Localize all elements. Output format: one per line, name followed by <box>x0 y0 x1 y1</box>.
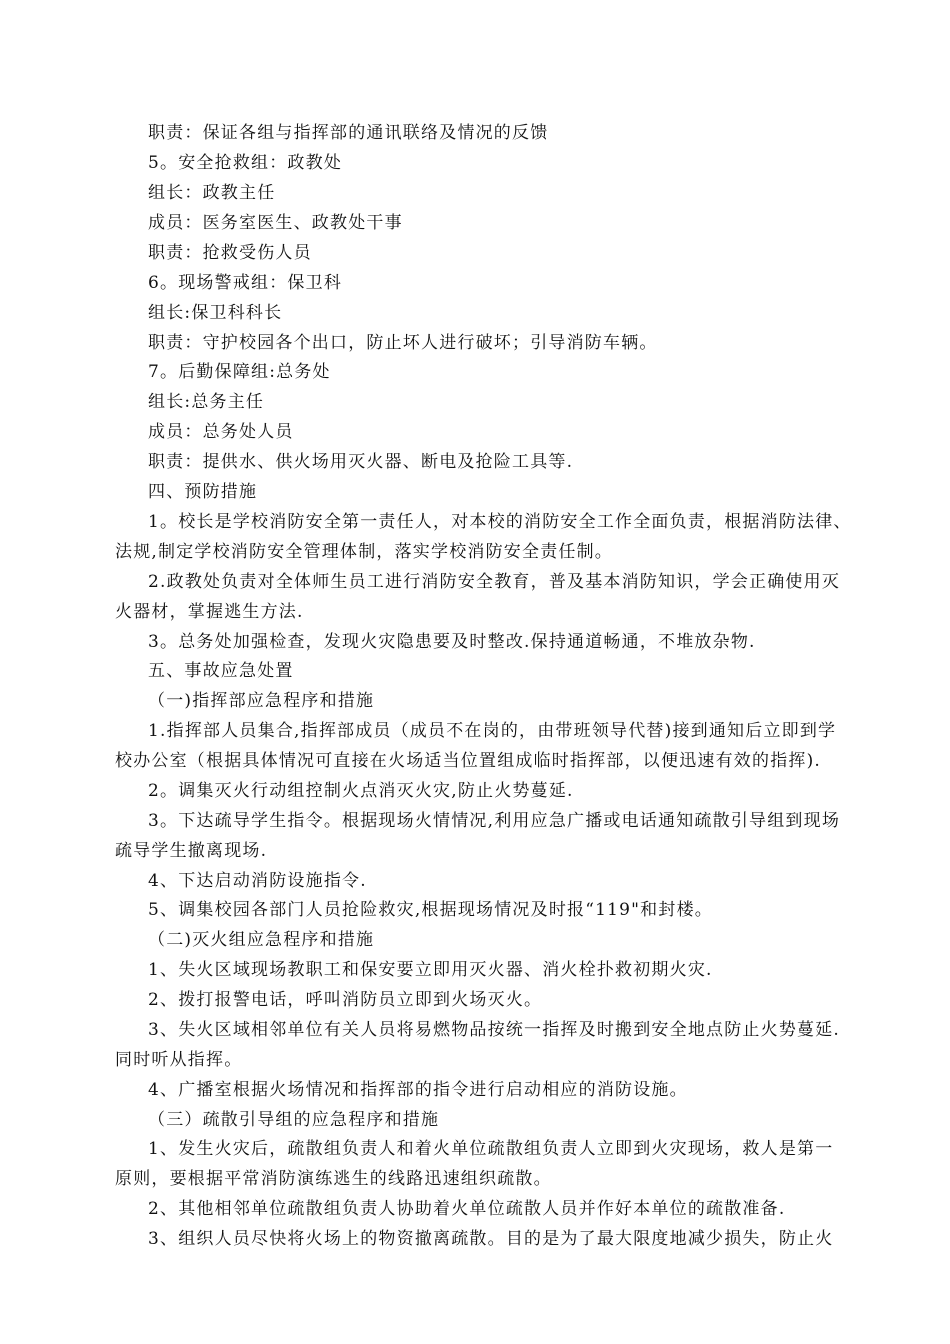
text-line: 6。现场警戒组：保卫科 <box>148 273 343 293</box>
subsection-heading: （一)指挥部应急程序和措施 <box>148 691 375 711</box>
subsection-heading: （三）疏散引导组的应急程序和措施 <box>148 1110 440 1130</box>
text-line: 3、组织人员尽快将火场上的物资撤离疏散。目的是为了最大限度地减少损失，防止火 <box>148 1229 834 1249</box>
text-line: 原则，要根据平常消防演练逃生的线路迅速组织疏散。 <box>115 1169 552 1189</box>
section-heading: 四、预防措施 <box>148 482 258 502</box>
text-line: 成员：医务室医生、政教处干事 <box>148 213 403 233</box>
text-line: 1。校长是学校消防安全第一责任人，对本校的消防安全工作全面负责，根据消防法律、 <box>148 512 852 532</box>
text-line: 4、广播室根据火场情况和指挥部的指令进行启动相应的消防设施。 <box>148 1080 688 1100</box>
text-line: 职责：提供水、供火场用灭火器、断电及抢险工具等. <box>148 452 574 472</box>
text-line: 2、其他相邻单位疏散组负责人协助着火单位疏散人员并作好本单位的疏散准备. <box>148 1199 786 1219</box>
text-line: 3。下达疏导学生指令。根据现场火情情况,利用应急广播或电话通知疏散引导组到现场 <box>148 811 841 831</box>
text-line: 3。总务处加强检查，发现火灾隐患要及时整改.保持通道畅通，不堆放杂物. <box>148 632 756 652</box>
text-line: 火器材，掌握逃生方法. <box>115 602 304 622</box>
text-line: 4、下达启动消防设施指令. <box>148 871 367 891</box>
text-line: 疏导学生撤离现场. <box>115 841 268 861</box>
text-line: 5。安全抢救组：政教处 <box>148 153 343 173</box>
text-line: 3、失火区域相邻单位有关人员将易燃物品按统一指挥及时搬到安全地点防止火势蔓延. <box>148 1020 841 1040</box>
text-line: 2.政教处负责对全体师生员工进行消防安全教育，普及基本消防知识，学会正确使用灭 <box>148 572 841 592</box>
text-line: 法规,制定学校消防安全管理体制，落实学校消防安全责任制。 <box>115 542 614 562</box>
text-line: 7。后勤保障组:总务处 <box>148 362 331 382</box>
text-line: 2。调集灭火行动组控制火点消灭火灾,防止火势蔓延. <box>148 781 574 801</box>
text-line: 组长：政教主任 <box>148 183 276 203</box>
text-line: 职责：保证各组与指挥部的通讯联络及情况的反馈 <box>148 123 549 143</box>
text-line: 同时听从指挥。 <box>115 1050 243 1070</box>
subsection-heading: （二)灭火组应急程序和措施 <box>148 930 375 950</box>
text-line: 组长:总务主任 <box>148 392 265 412</box>
text-line: 1、发生火灾后，疏散组负责人和着火单位疏散组负责人立即到火灾现场，救人是第一 <box>148 1139 834 1159</box>
text-line: 成员：总务处人员 <box>148 422 294 442</box>
text-line: 1.指挥部人员集合,指挥部成员（成员不在岗的，由带班领导代替)接到通知后立即到学 <box>148 721 837 741</box>
text-line: 组长:保卫科科长 <box>148 303 283 323</box>
text-line: 职责：守护校园各个出口，防止坏人进行破坏；引导消防车辆。 <box>148 333 658 353</box>
text-line: 2、拨打报警电话，呼叫消防员立即到火场灭火。 <box>148 990 543 1010</box>
text-line: 职责：抢救受伤人员 <box>148 243 312 263</box>
text-line: 5、调集校园各部门人员抢险救灾,根据现场情况及时报“119"和封楼。 <box>148 900 713 920</box>
section-heading: 五、事故应急处置 <box>148 661 294 681</box>
text-line: 校办公室（根据具体情况可直接在火场适当位置组成临时指挥部，以便迅速有效的指挥). <box>115 751 822 771</box>
text-line: 1、失火区域现场教职工和保安要立即用灭火器、消火栓扑救初期火灾. <box>148 960 713 980</box>
